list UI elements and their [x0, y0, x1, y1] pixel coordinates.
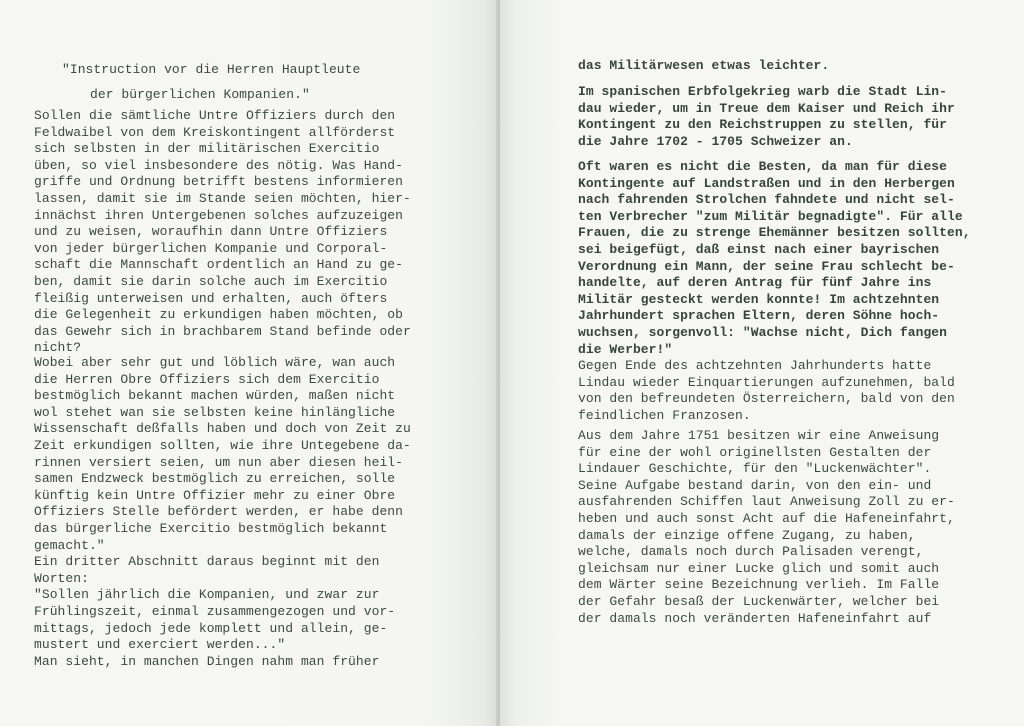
text-line: das Gewehr sich in brachbarem Stand befinde oder [34, 323, 411, 339]
text-line: Wissenschaft deßfalls haben und doch von Zeit zu [34, 421, 411, 437]
text-line: der damals noch veränderten Hafeneinfahrt auf [578, 610, 932, 626]
text-line: Oft waren es nicht die Besten, da man für diese [578, 159, 948, 174]
instruction-title-line-2: der bürgerlichen Kompanien." [90, 87, 310, 102]
right-paragraph-3 [578, 159, 971, 358]
text-line: Man sieht, in manchen Dingen nahm man früher [34, 653, 380, 669]
text-line: damals der einzige offene Zugang, zu haben, [578, 527, 916, 543]
text-line: ben, damit sie darin solche auch im Exercitio [34, 273, 388, 289]
text-line: innächst ihren Untergebenen solches aufzuzeigen [34, 207, 404, 223]
text-line: Frühlingszeit, einmal zusammengezogen und vor- [34, 603, 396, 619]
text-line: mittags, jedoch jede komplett und allein, ge- [34, 620, 388, 636]
text-line: welche, damals noch durch Palisaden verengt, [578, 544, 924, 560]
left-paragraph-1 [34, 108, 411, 357]
text-line: der Gefahr besaß der Luckenwärter, welcher bei [578, 593, 940, 609]
right-paragraph-5 [578, 428, 955, 627]
text-line: Worten: [34, 570, 89, 586]
text-line: gemacht." [34, 537, 105, 553]
text-line: Ein dritter Abschnitt daraus beginnt mit den [34, 554, 380, 570]
text-line: und zu weisen, woraufhin dann Untre Offiziers [34, 224, 388, 240]
text-line: die Jahre 1702 - 1705 Schweizer an. [578, 133, 853, 149]
left-paragraph-2 [34, 355, 411, 670]
text-line: griffe und Ordnung betrifft bestens informieren [34, 174, 404, 190]
text-line: Gegen Ende des achtzehnten Jahrhunderts hatte [578, 358, 932, 373]
text-line: nicht? [34, 340, 82, 356]
text-line: feindlichen Franzosen. [578, 407, 751, 423]
text-line: gleichsam nur einer Lucke glich und somit auch [578, 560, 940, 576]
text-line: von jeder bürgerlichen Kompanie und Corporal- [34, 240, 388, 256]
text-line: Seine Aufgabe bestand darin, von den ein- und [578, 477, 932, 493]
text-line: ten Verbrecher "zum Militär begnadigte". Für alle [578, 208, 963, 224]
text-line: bestmöglich bekannt machen würden, maßen nicht [34, 388, 396, 404]
text-line: Verordnung ein Mann, der seine Frau schlecht be- [578, 258, 955, 274]
text-line: Lindau wieder Einquartierungen aufzunehmen, bald [578, 374, 955, 390]
instruction-title-line-1: "Instruction vor die Herren Hauptleute [62, 62, 361, 77]
text-line: von den befreundeten Österreichern, bald von den [578, 391, 955, 407]
text-line: die Werber!" [578, 341, 673, 357]
text-line: mustert und exerciert werden..." [34, 637, 286, 653]
text-line: dem Wärter seine Bezeichnung verlieh. Im Falle [578, 577, 940, 593]
right-paragraph-4 [578, 358, 955, 424]
text-line: das Militärwesen etwas leichter. [578, 58, 830, 73]
text-line: Lindauer Geschichte, für den "Luckenwächter". [578, 461, 932, 477]
text-line: dau wieder, um in Treue dem Kaiser und Reich ihr [578, 100, 955, 116]
text-line: die Herren Obre Offiziers sich dem Exercitio [34, 371, 380, 387]
text-line: die Gelegenheit zu erkundigen haben möchten, ob [34, 307, 404, 323]
text-line: üben, so viel insbesondere des nötig. Was Hand- [34, 157, 404, 173]
text-line: "Sollen jährlich die Kompanien, und zwar zur [34, 587, 380, 603]
text-line: Jahrhundert sprachen Eltern, deren Söhne hoch- [578, 308, 940, 324]
text-line: das bürgerliche Exercitio bestmöglich bekannt [34, 520, 388, 536]
text-line: sich selbsten in der militärischen Exercitio [34, 141, 380, 157]
text-line: Offiziers Stelle befördert werden, er habe denn [34, 504, 404, 520]
text-line: Feldwaibel von dem Kreiskontingent allförderst [34, 124, 396, 140]
text-line: sei beigefügt, daß einst nach einer bayrischen [578, 241, 940, 257]
text-line: wuchsen, sorgenvoll: "Wachse nicht, Dich fangen [578, 324, 948, 340]
text-line: Im spanischen Erbfolgekrieg warb die Stadt Lin- [578, 84, 948, 99]
text-line: für eine der wohl originellsten Gestalten der [578, 444, 932, 460]
text-line: Sollen die sämtliche Untre Offiziers durch den [34, 108, 396, 123]
text-line: Frauen, die zu strenge Ehemänner besitzen sollten, [578, 225, 971, 241]
text-line: fleißig unterweisen und erhalten, auch öfters [34, 290, 388, 306]
text-line: heben und auch sonst Acht auf die Hafeneinfahrt, [578, 510, 955, 526]
text-line: schaft die Mannschaft ordentlich an Hand zu ge- [34, 257, 404, 273]
text-line: Aus dem Jahre 1751 besitzen wir eine Anweisung [578, 428, 940, 443]
text-line: nach fahrenden Strolchen fahndete und nicht sel- [578, 192, 955, 208]
text-line: lassen, damit sie im Stande seien möchten, hier- [34, 190, 411, 206]
text-line: künftig kein Untre Offizier mehr zu einer Obre [34, 487, 396, 503]
text-line: wol stehet wan sie selbsten keine hinlängliche [34, 404, 396, 420]
text-line: samen Endzweck bestmöglich zu erreichen, solle [34, 471, 396, 487]
text-line: handelte, auf deren Antrag für fünf Jahre ins [578, 275, 932, 291]
right-paragraph-2 [578, 84, 955, 150]
text-line: Wobei aber sehr gut und löblich wäre, wan auch [34, 355, 396, 370]
text-line: Zeit erkundigen sollten, wie ihre Untegebene da- [34, 437, 411, 453]
text-line: Kontingente auf Landstraßen und in den Herbergen [578, 175, 955, 191]
right-paragraph-1 [578, 58, 829, 75]
text-line: Militär gesteckt werden konnte! Im achtzehnten [578, 291, 940, 307]
text-line: ausfahrenden Schiffen laut Anweisung Zoll zu er- [578, 494, 955, 510]
text-line: rinnen versiert seien, um nun aber diesen heil- [34, 454, 404, 470]
text-line: Kontingent zu den Reichstruppen zu stellen, für [578, 117, 948, 133]
